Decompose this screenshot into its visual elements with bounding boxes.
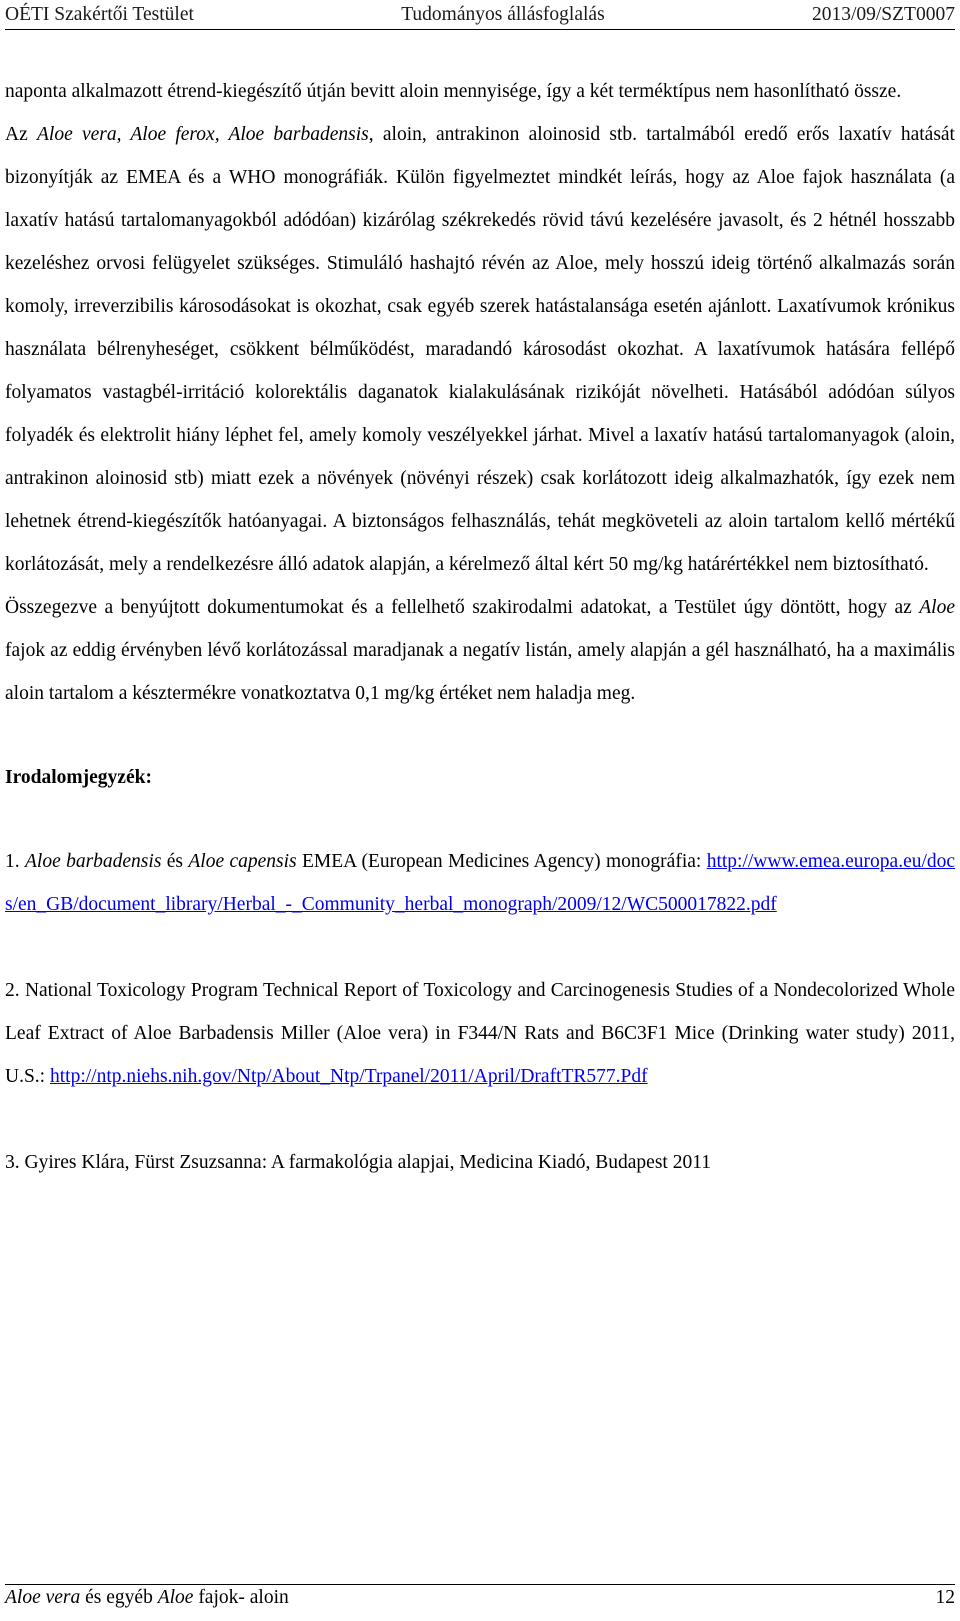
paragraph-2: Az Aloe vera, Aloe ferox, Aloe barbadensis, aloin, antrakinon aloinosid stb. tartalmából eredő erős laxatív hatását bizonyítják az EMEA és a WHO monográfiák. Külön figyelmeztet mindkét leírás, hogy az Aloe fajok használata (a laxatív hatású tartalomanyagokból adódóan) kizárólag székrekedés rövid távú kezelésére javasolt, és 2 hétnél hosszabb kezeléshez orvosi felügyelet szükséges. Stimuláló hashajtó révén az Aloe, mely hosszú ideig történő alkalmazás során komoly, irreverzibilis károsodásokat is okozhat, csak egyéb szerek hatástalansága esetén ajánlott. Laxatívumok krónikus használata bélrenyheséget, csökkent bélműködést, maradandó károsodást okozhat. A laxatívumok hatására fellépő folyamatos vastagbél-irritáció kolorektális daganatok kialakulásának rizikóját növelheti. Hatásából adódóan súlyos folyadék és elektrolit hiány léphet fel, amely komoly veszélyekkel járhat. Mivel a laxatív hatású tartalomanyagok (aloin, antrakinon aloinosid stb) miatt ezek a növények (növényi részek) csak korlátozott ideig alkalmazhatók, így ezek nem lehetnek étrend-kiegészítők hatóanyagai. A biztonságos felhasználás, tehát megköveteli az aloin tartalom kellő mértékű korlátozását, mely a rendelkezésre álló adatok alapján, a kérelmező által kért 50 mg/kg határértékkel nem biztosítható. [5,124,955,575]
reference-2: 2. National Toxicology Program Technical Report of Toxicology and Carcinogenesis Studies of a Nondecolorized Whole Leaf Extract of Aloe Barbadensis Miller (Aloe vera) in F344/N Rats and B6C3F1 Mice (Drinking water study) 2011, U.S.: http://ntp.niehs.nih.gov/Ntp/About_Ntp/Trpanel/2011/April/DraftTR577.Pdf [5,980,955,1087]
references-heading: Irodalomjegyzék: [5,767,152,788]
page-header [5,4,955,30]
document-body [5,70,955,1184]
page-footer [5,1584,955,1609]
footer-title: Aloe vera és egyéb Aloe fajok- aloin [5,1587,289,1608]
header-doc-number: 2013/09/SZT0007 [811,4,955,25]
paragraph-1: naponta alkalmazott étrend-kiegészítő útján bevitt aloin mennyisége, így a két terméktípus nem hasonlítható össze. [5,81,902,102]
reference-1-link[interactable]: http://www.emea.europa.eu/docs/en_GB/document_library/Herbal_-_Community_herbal_monograph/2009/12/WC500017822.pdf [5,851,956,915]
reference-1: 1. Aloe barbadensis és Aloe capensis EMEA (European Medicines Agency) monográfia: http://www.emea.europa.eu/docs/en_GB/document_library/Herbal_-_Community_herbal_monograph/2009/12/WC500017822.pdf [5,851,956,915]
paragraph-3: Összegezve a benyújtott dokumentumokat és a fellelhető szakirodalmi adatokat, a Testület úgy döntött, hogy az Aloe fajok az eddig érvényben lévő korlátozással maradjanak a negatív listán, amely alapján a gél használható, ha a maximális aloin tartalom a késztermékre vonatkoztatva 0,1 mg/kg értéket nem haladja meg. [5,597,955,704]
reference-3: 3. Gyires Klára, Fürst Zsuzsanna: A farmakológia alapjai, Medicina Kiadó, Budapest 2011 [5,1152,711,1173]
header-doc-type: Tudományos állásfoglalás [401,4,605,25]
page-number: 12 [935,1587,955,1608]
header-institute: OÉTI Szakértői Testület [5,4,194,25]
reference-2-link[interactable]: http://ntp.niehs.nih.gov/Ntp/About_Ntp/Trpanel/2011/April/DraftTR577.Pdf [49,1066,648,1087]
